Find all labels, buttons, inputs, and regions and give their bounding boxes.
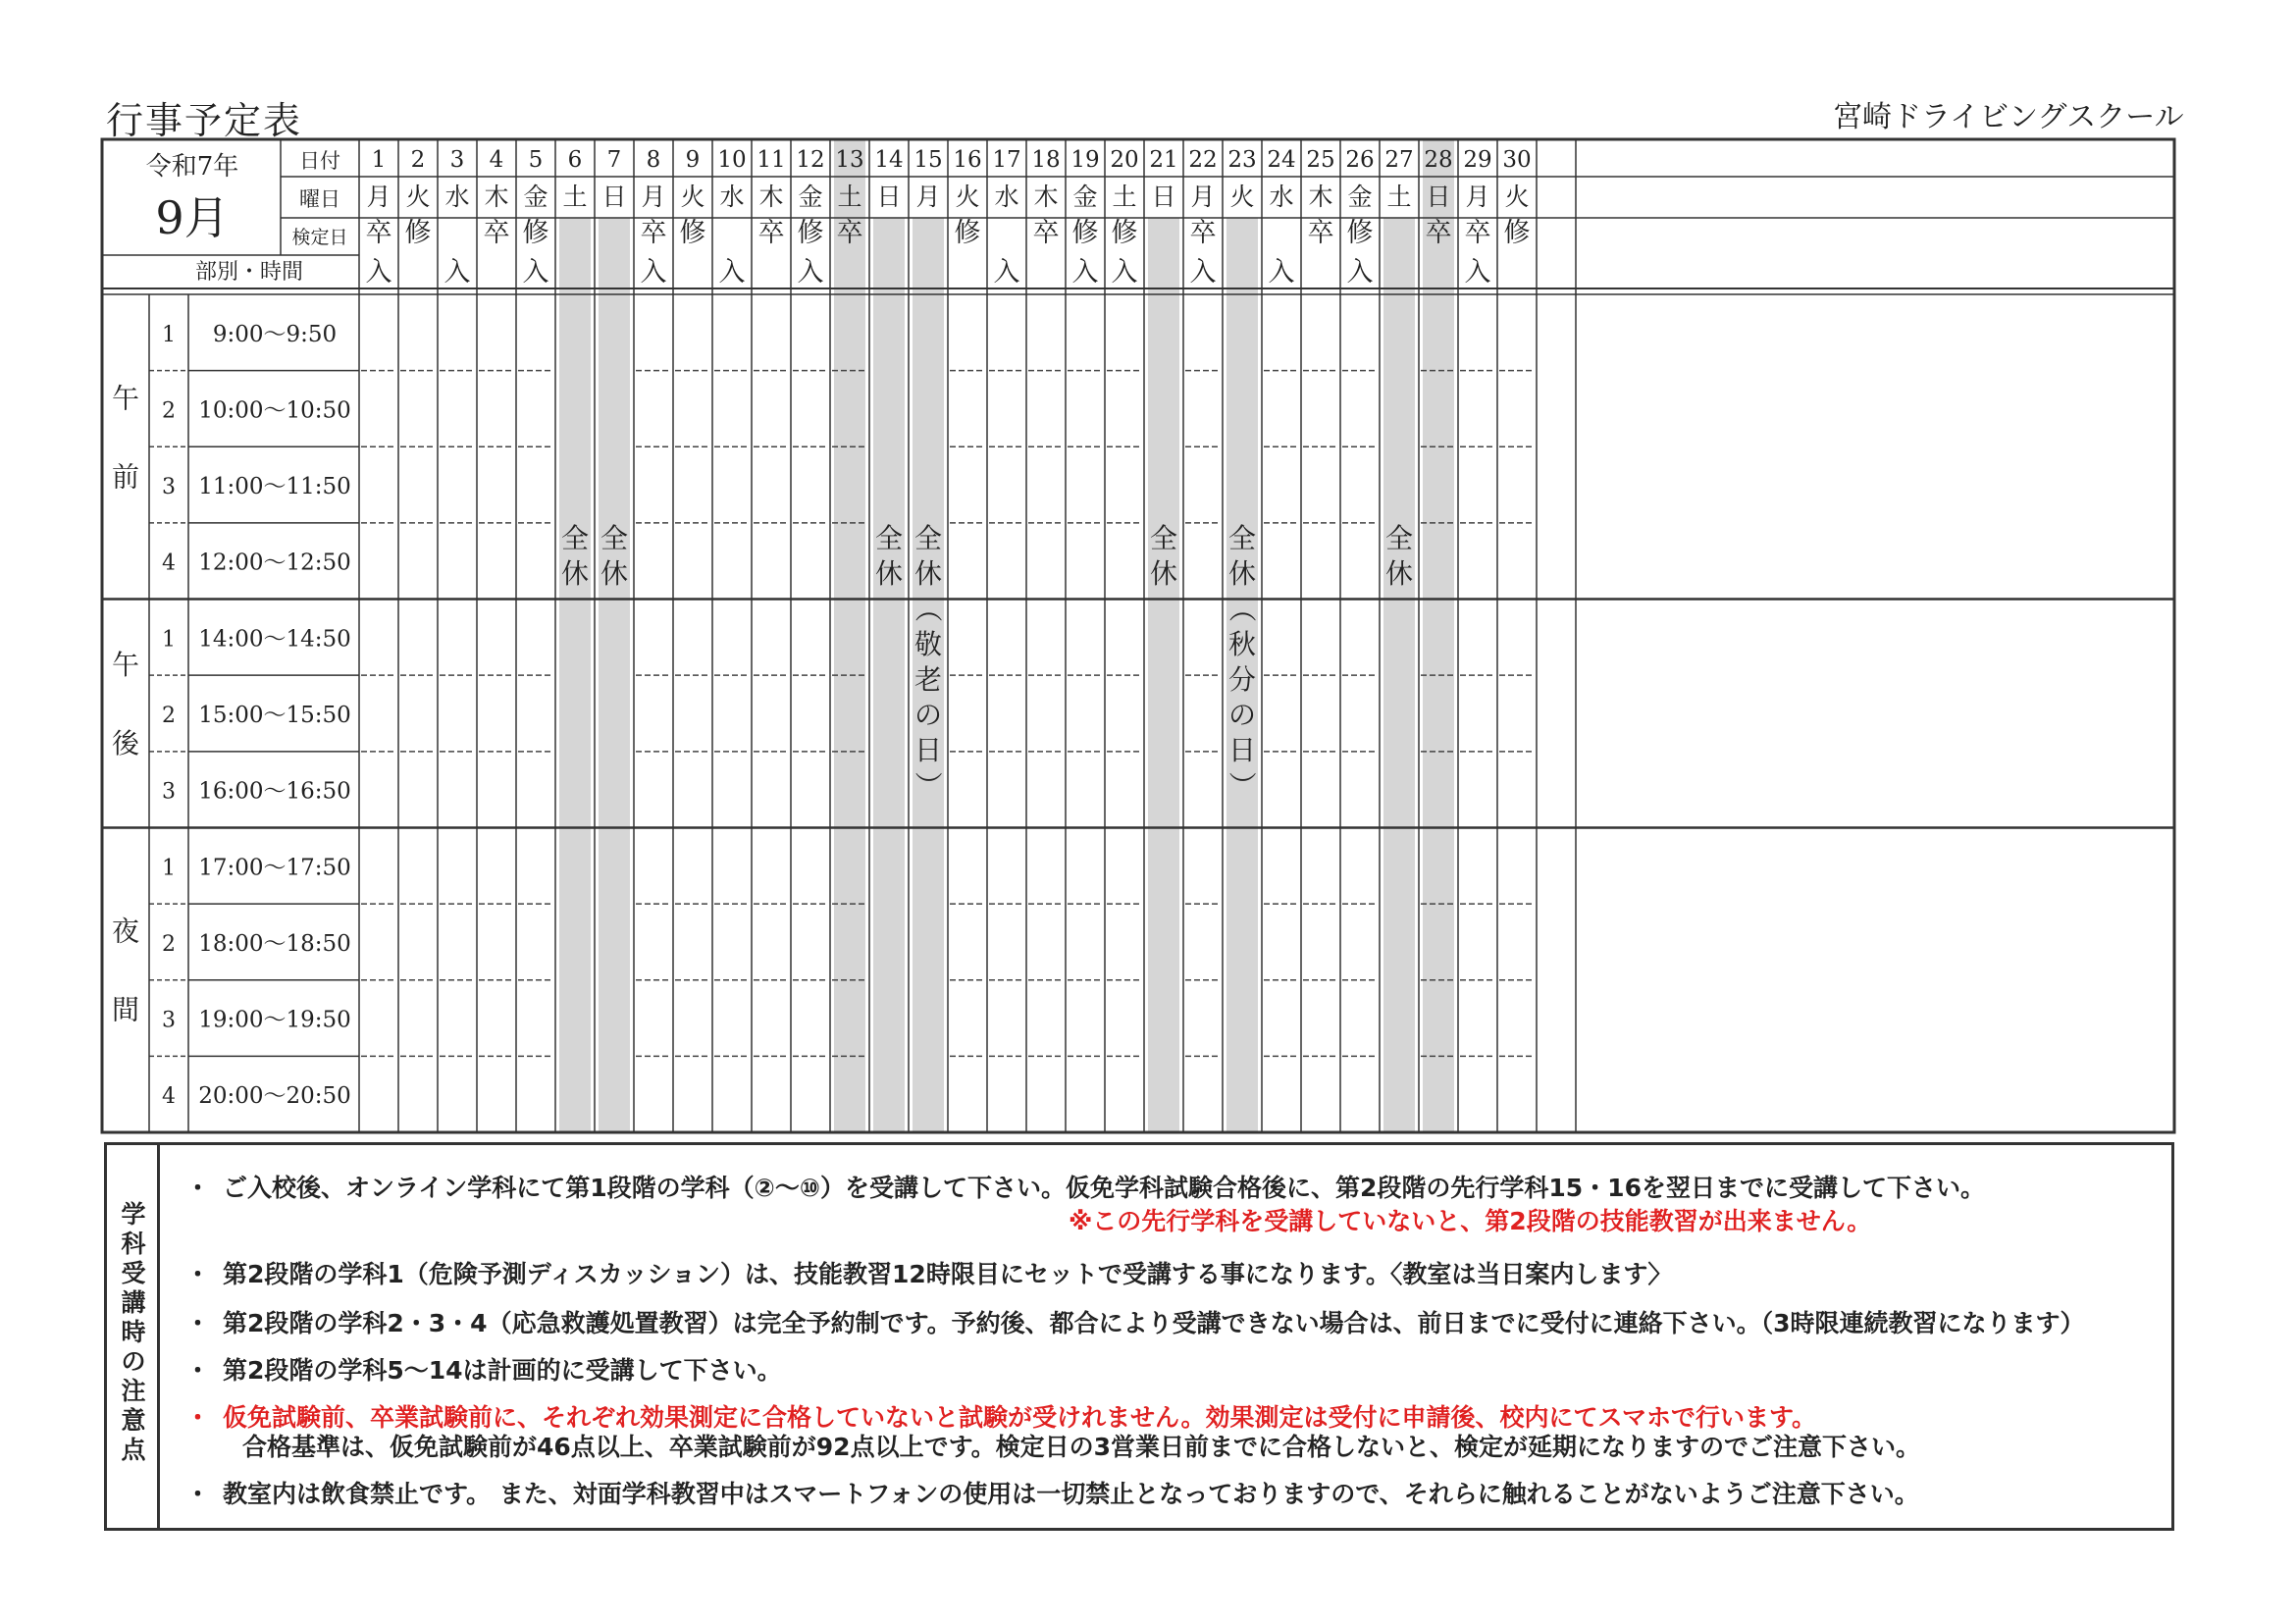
weekday: 土 (562, 183, 588, 211)
school-name: 宮崎ドライビングスクール (1833, 100, 2184, 134)
weekday: 月 (1465, 183, 1490, 211)
weekday-row-label: 曜日 (299, 187, 340, 211)
exam-mark-top: 卒 (1425, 218, 1452, 248)
exam-mark-top: 修 (1071, 218, 1099, 248)
weekday: 月 (641, 183, 666, 211)
day-number: 26 (1345, 147, 1375, 173)
weekday: 水 (994, 183, 1019, 211)
weekday: 土 (1386, 183, 1412, 211)
exam-mark-bottom: 入 (718, 257, 746, 288)
exam-mark-bottom: 入 (797, 257, 824, 288)
day-number: 23 (1227, 147, 1257, 173)
weekday: 金 (1072, 183, 1098, 211)
period-time: 20:00～20:50 (198, 1083, 351, 1110)
period-time: 11:00～11:50 (198, 474, 351, 500)
period-time: 14:00～14:50 (198, 626, 351, 653)
exam-mark-top: 卒 (365, 218, 392, 248)
weekday: 木 (1308, 183, 1333, 211)
document-title: 行事予定表 (106, 99, 303, 142)
note-item (185, 1255, 1672, 1290)
vertical-char: 休 (1227, 557, 1257, 590)
notes-panel (104, 1142, 2174, 1531)
note-item (185, 1428, 1920, 1463)
day-number: 3 (449, 147, 465, 173)
day-number: 22 (1188, 147, 1218, 173)
vertical-char: 休 (874, 557, 904, 590)
period-time: 10:00～10:50 (198, 397, 351, 424)
exam-mark-bottom: 入 (1464, 257, 1491, 288)
vertical-char: 休 (1149, 557, 1178, 590)
day-number: 2 (410, 147, 426, 173)
weekday: 日 (876, 183, 902, 211)
exam-mark-bottom: 入 (1268, 257, 1295, 288)
month-label: 9月 (155, 191, 230, 244)
note-bullet: ・ (185, 1174, 211, 1202)
weekday: 水 (719, 183, 745, 211)
weekday: 金 (523, 183, 548, 211)
weekday: 木 (484, 183, 509, 211)
note-bullet: ・ (185, 1356, 211, 1385)
day-number: 20 (1110, 147, 1139, 173)
note-text: 第2段階の学科1（危険予測ディスカッション）は、技能教習12時限目にセットで受講する事になります。〈教室は当日案内します〉 (223, 1260, 1673, 1288)
exam-mark-top: 卒 (1189, 218, 1217, 248)
vertical-char: 休 (600, 557, 629, 590)
note-item (185, 1169, 1985, 1204)
note-item (185, 1475, 1919, 1510)
vertical-char: 午 (111, 382, 140, 415)
period-number: 1 (162, 856, 176, 881)
exam-mark-top: 修 (679, 218, 706, 248)
vertical-char: 全 (560, 522, 590, 554)
day-number: 21 (1149, 147, 1178, 173)
day-number: 12 (796, 147, 825, 173)
closed-day-shade (1383, 218, 1415, 1132)
note-text: 第2段階の学科2・3・4（応急救護処置教習）は完全予約制です。予約後、都合により受講できない場合は、前日までに受付に連絡下さい。（3時限連続教習になります） (223, 1309, 2085, 1337)
period-number: 2 (162, 704, 176, 728)
day-number: 9 (685, 147, 701, 173)
notes-side-text: 学科受講時の注意点 (121, 1200, 146, 1464)
note-item (185, 1202, 1871, 1237)
vertical-char: 老 (913, 663, 943, 696)
vertical-char: 全 (913, 522, 943, 554)
day-number: 14 (874, 147, 904, 173)
vertical-char: （ (912, 595, 945, 623)
note-item (185, 1304, 2084, 1339)
period-time: 18:00～18:50 (198, 930, 351, 957)
weekday: 金 (1347, 183, 1373, 211)
weekday: 水 (1269, 183, 1294, 211)
exam-mark-top: 卒 (483, 218, 510, 248)
period-time: 16:00～16:50 (198, 778, 351, 805)
date-row-label: 日付 (299, 149, 340, 173)
vertical-char: 夜 (111, 915, 140, 948)
exam-mark-bottom: 入 (1071, 257, 1099, 288)
day-number: 18 (1031, 147, 1061, 173)
day-number: 8 (646, 147, 661, 173)
note-item (185, 1351, 782, 1387)
period-number: 3 (162, 1008, 176, 1033)
note-text: ※この先行学科を受講していないと、第2段階の技能教習が出来ません。 (1069, 1207, 1872, 1235)
exam-row-label: 検定日 (291, 227, 348, 248)
weekday: 火 (680, 183, 705, 211)
vertical-char: 敬 (913, 628, 943, 660)
section-label (112, 382, 139, 493)
weekday: 月 (366, 183, 391, 211)
vertical-char: の (1227, 699, 1257, 731)
note-text: 合格基準は、仮免試験前が46点以上、卒業試験前が92点以上です。検定日の3営業日前までに合格しないと、検定が延期になりますのでご注意下さい。 (242, 1433, 1920, 1461)
weekday: 木 (1033, 183, 1059, 211)
section-label (112, 649, 140, 759)
weekday: 火 (955, 183, 980, 211)
period-time: 19:00～19:50 (198, 1007, 351, 1033)
weekday: 土 (837, 183, 862, 211)
vertical-char: 分 (1227, 663, 1257, 696)
note-bullet: ・ (185, 1260, 211, 1288)
day-number: 13 (835, 147, 864, 173)
day-number: 28 (1424, 147, 1453, 173)
vertical-char: 休 (913, 557, 943, 590)
vertical-char: （ (1226, 595, 1259, 623)
weekday: 水 (444, 183, 470, 211)
exam-mark-top: 修 (1111, 218, 1138, 248)
exam-mark-bottom: 入 (1111, 257, 1138, 288)
note-text: ご入校後、オンライン学科にて第1段階の学科（②～⑩）を受講して下さい。仮免学科試験合格後に、第2段階の先行学科15・16を翌日までに受講して下さい。 (223, 1174, 1985, 1202)
closed-day-shade (873, 218, 905, 1132)
year-label: 令和7年 (145, 152, 239, 182)
vertical-char: 休 (1384, 557, 1414, 590)
period-time: 12:00～12:50 (198, 550, 351, 576)
period-time: 17:00～17:50 (198, 855, 351, 881)
day-number: 24 (1267, 147, 1296, 173)
day-number: 30 (1502, 147, 1532, 173)
day-number: 27 (1384, 147, 1414, 173)
exam-mark-bottom: 入 (1189, 257, 1217, 288)
vertical-char: の (913, 699, 943, 731)
exam-mark-top: 卒 (836, 218, 863, 248)
weekday: 月 (1190, 183, 1216, 211)
notes-side-label (107, 1145, 160, 1528)
day-number: 25 (1306, 147, 1335, 173)
vertical-char: 休 (560, 557, 590, 590)
vertical-char: 全 (1227, 522, 1257, 554)
section-label (112, 916, 139, 1026)
section-time-label: 部別・時間 (194, 260, 304, 285)
day-number: 11 (757, 147, 786, 173)
weekday: 日 (601, 183, 627, 211)
day-number: 19 (1070, 147, 1100, 173)
vertical-char: 日 (913, 734, 943, 766)
weekday: 日 (1151, 183, 1176, 211)
day-number: 7 (606, 147, 622, 173)
vertical-char: 全 (600, 522, 629, 554)
weekday: 火 (1229, 183, 1255, 211)
note-text: 仮免試験前、卒業試験前に、それぞれ効果測定に合格していないと試験が受けれません。効果測定は受付に申請後、校内にてスマホで行います。 (223, 1403, 1817, 1432)
period-number: 2 (162, 931, 176, 957)
exam-mark-bottom: 入 (640, 257, 667, 288)
weekday: 火 (405, 183, 431, 211)
exam-mark-top: 卒 (1464, 218, 1491, 248)
closed-day-shade (1148, 218, 1179, 1132)
weekday: 火 (1504, 183, 1530, 211)
weekday: 日 (1426, 183, 1451, 211)
exam-mark-bottom: 入 (444, 257, 471, 288)
note-text: 教室内は飲食禁止です。 また、対面学科教習中はスマートフォンの使用は一切禁止となっておりますので、それらに触れることがないようご注意下さい。 (223, 1480, 1919, 1508)
period-number: 1 (162, 322, 176, 347)
closed-day-shade (559, 218, 591, 1132)
note-bullet: ・ (185, 1403, 211, 1432)
day-number: 5 (528, 147, 544, 173)
exam-mark-bottom: 入 (993, 257, 1020, 288)
exam-mark-bottom: 入 (522, 257, 549, 288)
weekday: 金 (798, 183, 823, 211)
period-number: 4 (162, 550, 176, 576)
exam-mark-top: 修 (797, 218, 824, 248)
vertical-char: 日 (1227, 734, 1257, 766)
day-number: 4 (489, 147, 504, 173)
period-number: 3 (162, 779, 176, 805)
exam-mark-bottom: 入 (1346, 257, 1374, 288)
period-number: 2 (162, 398, 176, 424)
exam-mark-top: 修 (522, 218, 549, 248)
vertical-char: 全 (1384, 522, 1414, 554)
day-number: 10 (717, 147, 747, 173)
day-number: 6 (567, 147, 583, 173)
exam-mark-top: 卒 (1032, 218, 1060, 248)
period-number: 3 (162, 475, 176, 500)
day-number: 16 (953, 147, 982, 173)
closed-day-shade (599, 218, 630, 1132)
vertical-char: 秋 (1227, 628, 1257, 660)
weekday: 月 (915, 183, 941, 211)
exam-mark-bottom: 入 (365, 257, 392, 288)
note-text: 第2段階の学科5～14は計画的に受講して下さい。 (223, 1356, 782, 1385)
exam-mark-top: 卒 (1307, 218, 1334, 248)
weekday: 木 (758, 183, 784, 211)
weekday: 土 (1112, 183, 1137, 211)
exam-mark-top: 卒 (640, 218, 667, 248)
exam-mark-top: 修 (1346, 218, 1374, 248)
period-number: 4 (162, 1084, 176, 1110)
day-number: 1 (371, 147, 387, 173)
note-bullet: ・ (185, 1309, 211, 1337)
vertical-char: 全 (874, 522, 904, 554)
vertical-char: 前 (111, 460, 140, 494)
vertical-char: 午 (111, 649, 140, 681)
period-time: 9:00～9:50 (212, 321, 338, 347)
vertical-char: 後 (111, 727, 140, 759)
vertical-char: 全 (1149, 522, 1178, 554)
note-bullet: ・ (185, 1480, 211, 1508)
exam-mark-top: 修 (954, 218, 981, 248)
vertical-char: 間 (111, 993, 140, 1026)
exam-mark-top: 修 (404, 218, 432, 248)
vertical-char: ） (912, 771, 945, 800)
period-number: 1 (162, 627, 176, 653)
exam-mark-top: 修 (1503, 218, 1531, 248)
day-number: 29 (1463, 147, 1492, 173)
day-number: 15 (913, 147, 943, 173)
day-number: 17 (992, 147, 1021, 173)
period-time: 15:00～15:50 (198, 703, 351, 728)
exam-mark-top: 卒 (757, 218, 785, 248)
vertical-char: ） (1226, 771, 1259, 800)
